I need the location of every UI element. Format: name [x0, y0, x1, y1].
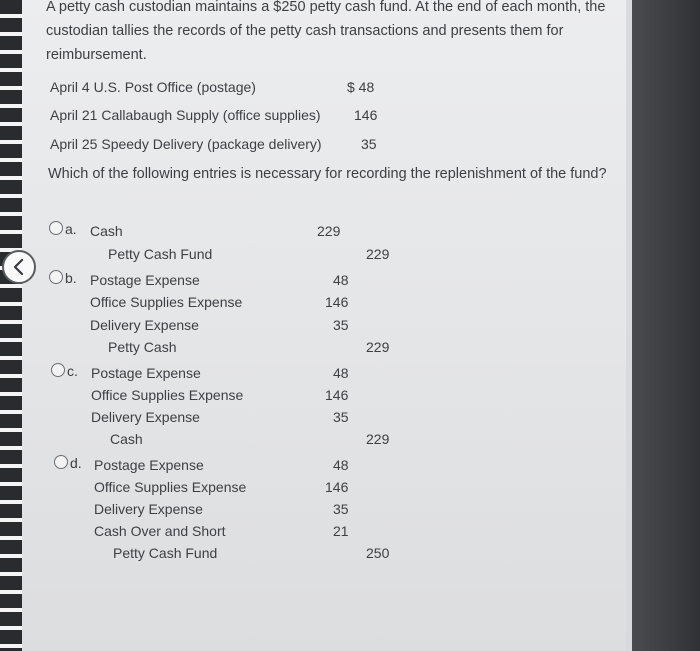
transaction-2-label: April 21 Callabaugh Supply (office supplies) [50, 107, 321, 123]
option-c-credit-4: 229 [366, 431, 390, 447]
option-b-debit-1: 48 [333, 272, 349, 288]
option-d-account-3: Delivery Expense [94, 501, 203, 517]
option-b-account-2: Office Supplies Expense [90, 294, 243, 310]
question-prompt: Which of the following entries is necessary for recording the replenishment of the fund? [48, 166, 607, 182]
option-c-account-3: Delivery Expense [91, 409, 200, 425]
question-intro: A petty cash custodian maintains a $250 petty cash fund. At the end of each month, the custodian tallies the records of the petty cash transactions and presents them for reimbursement. [46, 0, 606, 63]
option-c-radio[interactable] [51, 363, 65, 377]
transaction-1-label: April 4 U.S. Post Office (postage) [50, 79, 256, 95]
option-c-debit-3: 35 [333, 409, 349, 425]
chevron-left-icon [11, 257, 27, 277]
option-c-account-4: Cash [110, 431, 143, 447]
option-a-credit-2: 229 [366, 246, 390, 262]
option-b-radio[interactable] [49, 270, 63, 284]
transaction-3-label: April 25 Speedy Delivery (package delivery) [50, 136, 322, 152]
option-d-account-4: Cash Over and Short [94, 523, 226, 539]
option-b-account-3: Delivery Expense [90, 317, 199, 333]
option-a-account-2: Petty Cash Fund [108, 246, 213, 262]
option-b-account-1: Postage Expense [90, 272, 200, 288]
option-d-credit-5: 250 [366, 545, 390, 561]
option-a-letter: a. [65, 221, 77, 237]
option-c-account-2: Office Supplies Expense [91, 387, 244, 403]
transaction-3-amount: 35 [361, 136, 377, 152]
option-b-debit-2: 146 [325, 294, 349, 310]
option-d-debit-3: 35 [333, 501, 349, 517]
option-b-account-4: Petty Cash [108, 339, 177, 355]
back-button[interactable] [2, 250, 36, 284]
option-d-account-2: Office Supplies Expense [94, 479, 247, 495]
transaction-1-amount: $ 48 [347, 79, 375, 95]
option-b-credit-4: 229 [366, 339, 390, 355]
option-c-debit-1: 48 [333, 365, 349, 381]
option-c-letter: c. [67, 363, 78, 379]
option-c-debit-2: 146 [325, 387, 349, 403]
right-background [632, 0, 700, 651]
option-d-account-5: Petty Cash Fund [113, 545, 218, 561]
option-a-account-1: Cash [90, 223, 123, 239]
option-a-radio[interactable] [49, 221, 63, 235]
option-d-letter: d. [70, 455, 82, 471]
option-d-account-1: Postage Expense [94, 457, 204, 473]
option-d-debit-1: 48 [333, 457, 349, 473]
option-d-radio[interactable] [54, 455, 68, 469]
left-edge-strip [0, 0, 22, 651]
option-c-account-1: Postage Expense [91, 365, 201, 381]
option-b-letter: b. [65, 270, 77, 286]
option-d-debit-4: 21 [333, 523, 349, 539]
option-b-debit-3: 35 [333, 317, 349, 333]
option-a-debit-1: 229 [317, 223, 341, 239]
transaction-2-amount: 146 [354, 107, 378, 123]
option-d-debit-2: 146 [325, 479, 349, 495]
